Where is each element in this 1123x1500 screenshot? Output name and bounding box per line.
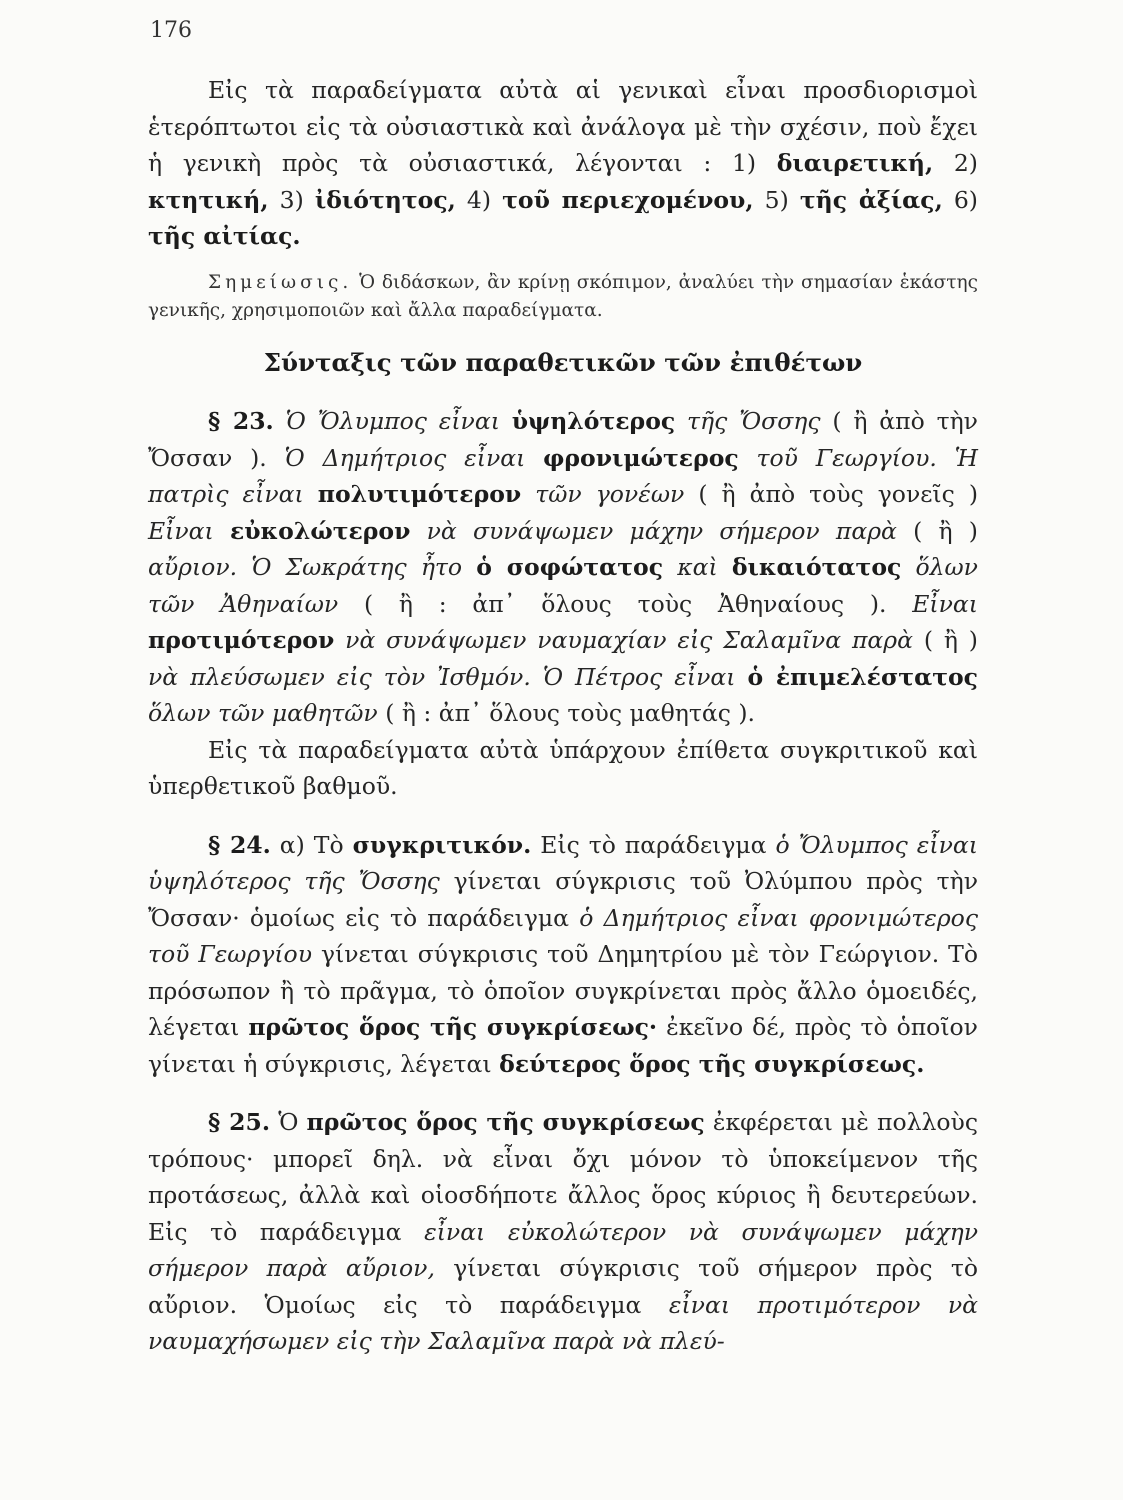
text: ( ἢ ἀπὸ τοὺς γονεῖς ) — [698, 480, 978, 508]
term-diairetiki: διαιρετική, — [776, 149, 934, 177]
example-text: νὰ συνάψωμεν ναυμαχίαν εἰς Σαλαμῖνα παρὰ — [345, 626, 913, 654]
example-text: αὔριον. Ὁ Σωκράτης ἦτο — [148, 553, 463, 581]
text: ἐκεῖνο δέ, πρὸς τὸ ὁποῖον γίνεται ἡ σύγκρισις, λέγεται — [148, 1013, 978, 1078]
example-term: πολυτιμότερον — [317, 480, 522, 508]
note-text: Ὁ διδάσκων, ἂν κρίνῃ σκόπιμον, ἀναλύει τὴν σημασίαν ἑκάστης γενικῆς, χρησιμοποιῶν καὶ ἄλλα παραδείγματα. — [148, 271, 978, 321]
page-number: 176 — [150, 18, 192, 43]
term-protos-oros: πρῶτος ὅρος τῆς συγκρίσεως· — [248, 1013, 658, 1041]
term-periehomenou: τοῦ περιεχομένου, — [502, 185, 754, 214]
example-text: ὁ Ὄλυμπος εἶναι ὑψηλότερος τῆς Ὄσσης — [148, 830, 978, 895]
example-term: εὐκολώτερον — [229, 516, 411, 545]
example-term: ὁ σοφώτατος — [476, 553, 664, 581]
note-label: Σημείωσις. — [208, 271, 353, 293]
text: γίνεται σύγκρισις τοῦ Δημητρίου μὲ τὸν Γεώργιον. Τὸ πρόσωπον ἢ τὸ πρᾶγμα, τὸ ὁποῖον συγκρίνεται πρὸς ἄλλο ὁμοειδές, λέγεται — [148, 940, 978, 1041]
text: γίνεται σύγκρισις τοῦ σήμερον πρὸς τὸ αὔριον. Ὁμοίως εἰς τὸ παράδειγμα — [148, 1254, 978, 1319]
example-term: προτιμότερον — [148, 626, 335, 654]
text: 4) — [466, 185, 492, 214]
text: ( ἢ ) — [913, 516, 978, 545]
section-number: § 23. — [208, 407, 274, 435]
note — [148, 269, 978, 325]
example-text: ὅλων τῶν μαθητῶν — [148, 699, 378, 727]
text: 2) — [953, 149, 978, 177]
text: ( ἢ : ἀπ᾽ ὅλους τοὺς μαθητάς ). — [385, 699, 755, 727]
term-idiotitos: ἰδιότητος, — [314, 185, 456, 214]
section-23 — [148, 403, 978, 732]
text: 6) — [953, 185, 978, 214]
text: Εἰς τὰ παραδείγματα αὐτὰ αἱ γενικαὶ εἶναι προσδιορισμοὶ ἑτερόπτωτοι εἰς τὰ οὐσιαστικὰ καὶ ἀνάλογα μὲ τὴν σχέσιν, ποὺ ἔχει ἡ γενικὴ πρὸς τὰ οὐσιαστικά, λέγονται : 1) — [148, 76, 978, 177]
example-text: νὰ συνάψωμεν μάχην σήμερον παρὰ — [426, 516, 897, 545]
paragraph-genitive-types — [148, 72, 978, 255]
example-term: ὁ ἐπιμελέστατος — [747, 662, 978, 691]
term-axias: τῆς ἀξίας, — [799, 185, 943, 214]
section-24 — [148, 827, 978, 1083]
page-body — [148, 72, 978, 1360]
text: ἐκφέρεται μὲ πολλοὺς τρόπους· μπορεῖ δηλ. νὰ εἶναι ὄχι μόνον τὸ ὑποκείμενον τῆς προτάσεως, ἀλλὰ καὶ οἱοσδήποτε ἄλλος ὅρος κύριος ἢ δευτερεύων. Εἰς τὸ παράδειγμα — [148, 1108, 978, 1246]
example-text: καὶ — [677, 553, 718, 581]
term-protos-oros: πρῶτος ὅρος τῆς συγκρίσεως — [306, 1108, 705, 1136]
example-text: ὅλων τῶν Ἀθηναίων — [148, 553, 978, 618]
example-text: Ὁ Ὄλυμπος εἶναι — [285, 407, 500, 435]
section-number: § 25. — [208, 1108, 271, 1136]
term-synkritikon: συγκριτικόν. — [352, 830, 532, 859]
section-number: § 24. — [208, 830, 271, 859]
term-aitias: τῆς αἰτίας. — [148, 222, 301, 250]
text: α) Τὸ — [279, 830, 344, 859]
example-text: τῶν γονέων — [535, 480, 685, 508]
example-text: εἶναι εὐκολώτερον νὰ συνάψωμεν μάχην σήμερον παρὰ αὔριον, — [148, 1217, 979, 1282]
example-term: δικαιότατος — [731, 553, 902, 581]
example-text: εἶναι προτιμότερον νὰ ναυμαχήσωμεν εἰς τὴν Σαλαμῖνα παρὰ νὰ πλεύ- — [148, 1290, 978, 1355]
example-text: Εἶναι — [148, 516, 214, 545]
section-25 — [148, 1104, 978, 1360]
text: 5) — [764, 185, 789, 214]
example-text: νὰ πλεύσωμεν εἰς τὸν Ἰσθμόν. Ὁ Πέτρος εἶναι — [148, 662, 736, 691]
text: ( ἢ : ἀπ᾽ ὅλους τοὺς Ἀθηναίους ). — [363, 589, 887, 618]
example-term: ὑψηλότερος — [511, 407, 676, 435]
text: ( ἢ ἀπὸ τὴν Ὄσσαν ). — [148, 407, 978, 472]
paragraph-degrees: Εἰς τὰ παραδείγματα αὐτὰ ὑπάρχουν ἐπίθετα συγκριτικοῦ καὶ ὑπερθετικοῦ βαθμοῦ. — [148, 735, 978, 800]
example-text: τῆς Ὄσσης — [687, 407, 821, 435]
term-ktitiki: κτητική, — [148, 185, 269, 214]
example-term: φρονιμώτερος — [543, 443, 739, 472]
example-text: Ὁ Δημήτριος εἶναι — [284, 443, 526, 472]
text: γίνεται σύγκρισις τοῦ Ὀλύμπου πρὸς τὴν Ὄσσαν· ὁμοίως εἰς τὸ παράδειγμα — [148, 867, 978, 932]
example-text: ὁ Δημήτριος εἶναι φρονιμώτερος τοῦ Γεωργίου — [148, 903, 978, 968]
text: Ὁ — [278, 1108, 299, 1136]
term-defteros-oros: δεύτερος ὅρος τῆς συγκρίσεως. — [499, 1049, 925, 1078]
example-text: Εἶναι — [912, 589, 978, 618]
text: Εἰς τὸ παράδειγμα — [540, 830, 767, 859]
text: 3) — [279, 185, 304, 214]
section-heading: Σύνταξις τῶν παραθετικῶν τῶν ἐπιθέτων — [263, 347, 863, 377]
text: ( ἢ ) — [923, 626, 978, 654]
example-text: τοῦ Γεωργίου. Ἡ πατρὶς εἶναι — [148, 443, 978, 508]
